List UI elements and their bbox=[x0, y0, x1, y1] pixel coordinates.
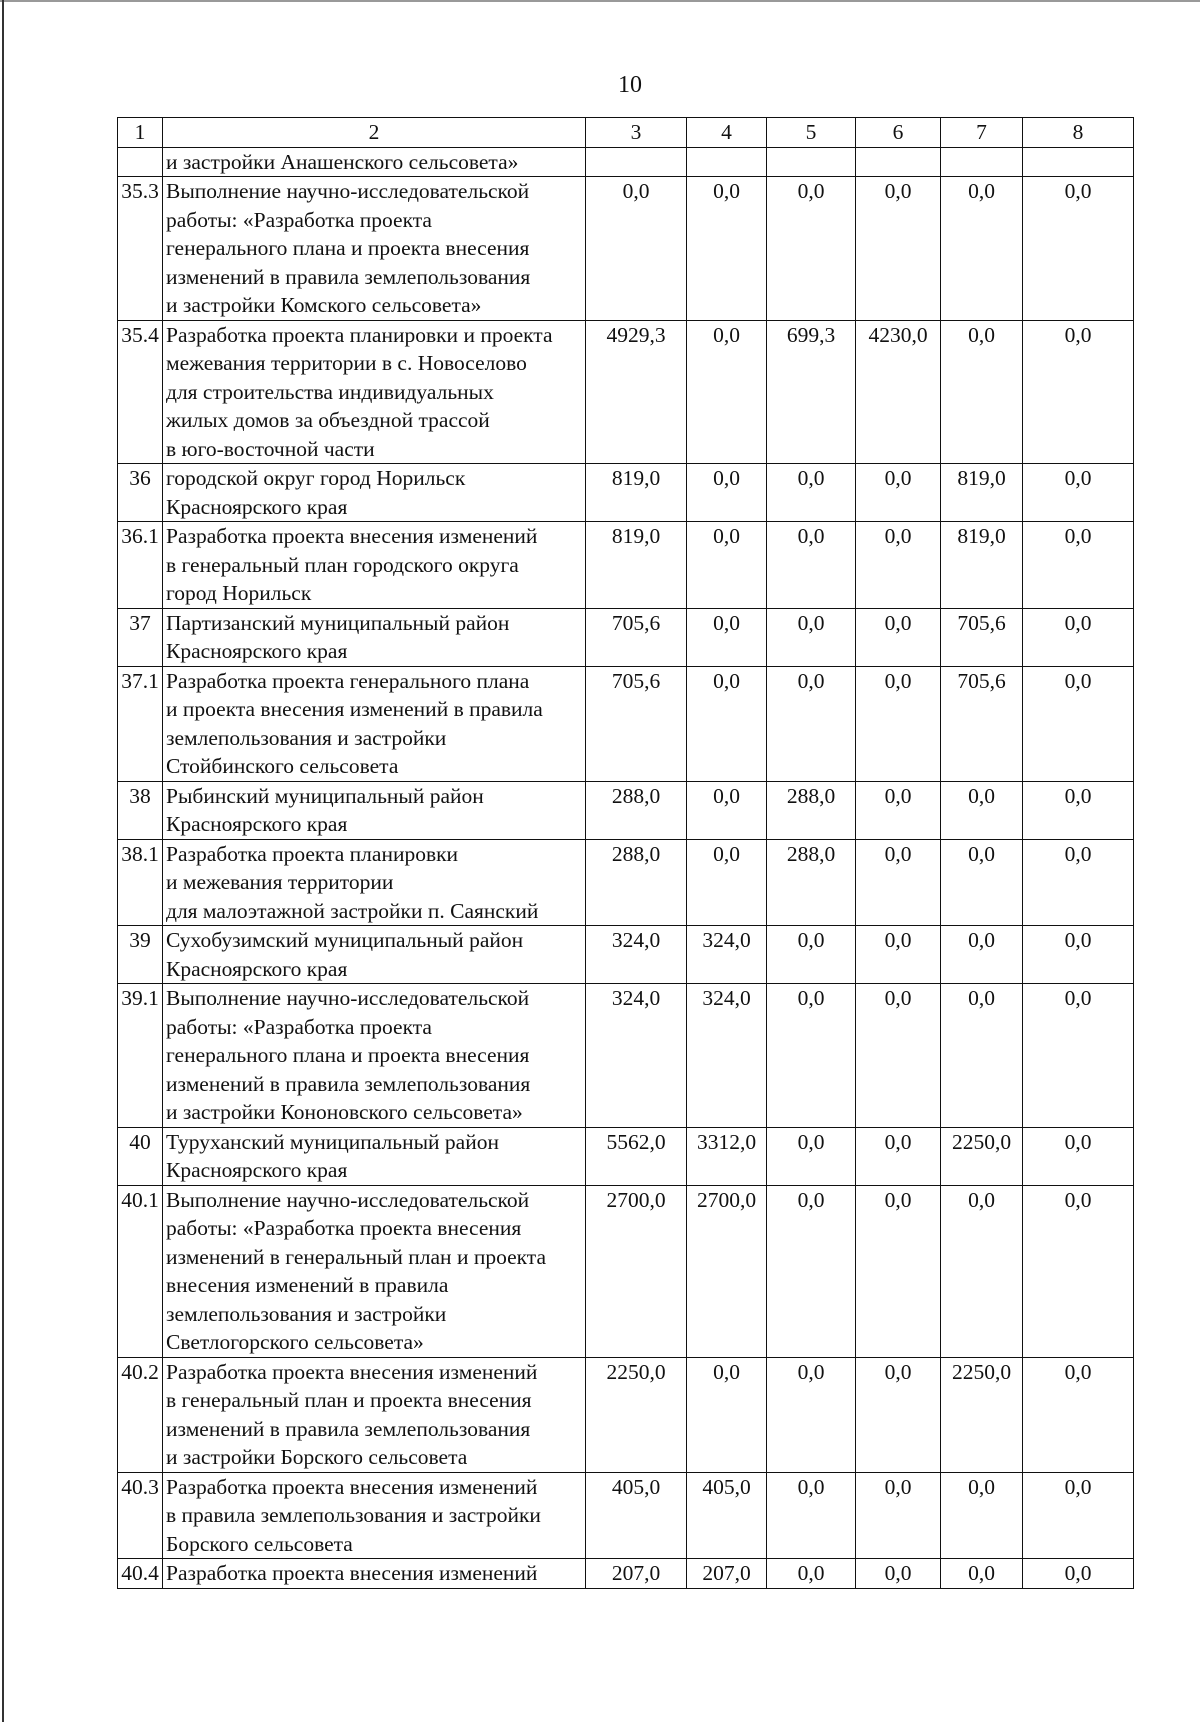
page-number: 10 bbox=[618, 72, 642, 98]
column-number-row bbox=[118, 118, 1134, 148]
value-cell-col-3: 819,0 bbox=[586, 464, 687, 522]
value-cell-col-3: 288,0 bbox=[586, 781, 687, 839]
value-cell-col-6: 0,0 bbox=[856, 1127, 941, 1185]
value-cell-col-3: 2700,0 bbox=[586, 1185, 687, 1357]
value-cell-col-8: 0,0 bbox=[1023, 1559, 1134, 1589]
value-cell-col-6: 4230,0 bbox=[856, 320, 941, 464]
row-name-cell: Выполнение научно-исследовательской работы: «Разработка проекта внесения изменений в генеральный план и проекта внесения изменений в правила землепользования и застройки Светлогорского сельсовета» bbox=[163, 1185, 586, 1357]
value-cell-col-8: 0,0 bbox=[1023, 781, 1134, 839]
row-name-cell: Разработка проекта внесения изменений bbox=[163, 1559, 586, 1589]
column-header: 1 bbox=[118, 118, 163, 148]
budget-table bbox=[117, 117, 1134, 1589]
table-row bbox=[118, 839, 1134, 926]
value-cell-col-5: 0,0 bbox=[767, 984, 856, 1128]
table-row bbox=[118, 926, 1134, 984]
value-cell-col-5: 699,3 bbox=[767, 320, 856, 464]
scan-top-edge bbox=[0, 0, 1200, 2]
column-header: 7 bbox=[941, 118, 1023, 148]
row-name-cell: Разработка проекта внесения изменений в генеральный план городского округа город Норильск bbox=[163, 522, 586, 609]
value-cell-col-5: 0,0 bbox=[767, 522, 856, 609]
value-cell-col-8: 0,0 bbox=[1023, 666, 1134, 781]
value-cell-col-8: 0,0 bbox=[1023, 320, 1134, 464]
value-cell-col-6: 0,0 bbox=[856, 177, 941, 321]
value-cell-col-8: 0,0 bbox=[1023, 1357, 1134, 1472]
table-row bbox=[118, 147, 1134, 177]
value-cell-col-4: 207,0 bbox=[687, 1559, 767, 1589]
table-row bbox=[118, 320, 1134, 464]
scan-left-edge bbox=[2, 0, 4, 1722]
value-cell-col-3: 5562,0 bbox=[586, 1127, 687, 1185]
value-cell-col-6 bbox=[856, 147, 941, 177]
row-number-cell: 40.2 bbox=[118, 1357, 163, 1472]
value-cell-col-7: 0,0 bbox=[941, 1185, 1023, 1357]
value-cell-col-7 bbox=[941, 147, 1023, 177]
row-name-cell: Разработка проекта планировки и проекта межевания территории в с. Новоселово для строительства индивидуальных жилых домов за объездной трассой в юго-восточной части bbox=[163, 320, 586, 464]
value-cell-col-7: 0,0 bbox=[941, 1472, 1023, 1559]
value-cell-col-4: 3312,0 bbox=[687, 1127, 767, 1185]
value-cell-col-3: 705,6 bbox=[586, 666, 687, 781]
value-cell-col-7: 0,0 bbox=[941, 781, 1023, 839]
row-name-cell: Разработка проекта внесения изменений в генеральный план и проекта внесения изменений в правила землепользования и застройки Борского сельсовета bbox=[163, 1357, 586, 1472]
value-cell-col-3: 405,0 bbox=[586, 1472, 687, 1559]
value-cell-col-5: 0,0 bbox=[767, 177, 856, 321]
value-cell-col-3: 2250,0 bbox=[586, 1357, 687, 1472]
value-cell-col-8: 0,0 bbox=[1023, 1185, 1134, 1357]
value-cell-col-3 bbox=[586, 147, 687, 177]
value-cell-col-5: 0,0 bbox=[767, 1357, 856, 1472]
value-cell-col-4: 324,0 bbox=[687, 926, 767, 984]
table-body bbox=[118, 118, 1134, 1589]
value-cell-col-4: 0,0 bbox=[687, 839, 767, 926]
row-name-cell: Разработка проекта внесения изменений в правила землепользования и застройки Борского сельсовета bbox=[163, 1472, 586, 1559]
value-cell-col-4: 0,0 bbox=[687, 522, 767, 609]
value-cell-col-6: 0,0 bbox=[856, 839, 941, 926]
value-cell-col-3: 324,0 bbox=[586, 984, 687, 1128]
value-cell-col-3: 4929,3 bbox=[586, 320, 687, 464]
row-number-cell: 40 bbox=[118, 1127, 163, 1185]
value-cell-col-6: 0,0 bbox=[856, 1559, 941, 1589]
value-cell-col-7: 0,0 bbox=[941, 926, 1023, 984]
row-number-cell: 35.4 bbox=[118, 320, 163, 464]
row-name-cell: Партизанский муниципальный район Красноярского края bbox=[163, 608, 586, 666]
value-cell-col-4: 0,0 bbox=[687, 320, 767, 464]
row-number-cell: 36 bbox=[118, 464, 163, 522]
row-name-cell: и застройки Анашенского сельсовета» bbox=[163, 147, 586, 177]
value-cell-col-7: 819,0 bbox=[941, 464, 1023, 522]
column-header: 6 bbox=[856, 118, 941, 148]
value-cell-col-6: 0,0 bbox=[856, 1185, 941, 1357]
table-row bbox=[118, 1559, 1134, 1589]
value-cell-col-7: 705,6 bbox=[941, 608, 1023, 666]
value-cell-col-6: 0,0 bbox=[856, 522, 941, 609]
value-cell-col-6: 0,0 bbox=[856, 1357, 941, 1472]
value-cell-col-8: 0,0 bbox=[1023, 839, 1134, 926]
value-cell-col-3: 207,0 bbox=[586, 1559, 687, 1589]
row-number-cell: 38 bbox=[118, 781, 163, 839]
value-cell-col-8: 0,0 bbox=[1023, 522, 1134, 609]
row-number-cell: 37.1 bbox=[118, 666, 163, 781]
value-cell-col-4: 0,0 bbox=[687, 1357, 767, 1472]
row-name-cell: Разработка проекта планировки и межевания территории для малоэтажной застройки п. Саянский bbox=[163, 839, 586, 926]
value-cell-col-7: 0,0 bbox=[941, 320, 1023, 464]
value-cell-col-4: 324,0 bbox=[687, 984, 767, 1128]
table-row bbox=[118, 984, 1134, 1128]
value-cell-col-8: 0,0 bbox=[1023, 984, 1134, 1128]
table-row bbox=[118, 177, 1134, 321]
value-cell-col-7: 819,0 bbox=[941, 522, 1023, 609]
value-cell-col-5: 0,0 bbox=[767, 464, 856, 522]
value-cell-col-5: 0,0 bbox=[767, 1127, 856, 1185]
row-number-cell: 35.3 bbox=[118, 177, 163, 321]
value-cell-col-4: 0,0 bbox=[687, 781, 767, 839]
value-cell-col-8: 0,0 bbox=[1023, 464, 1134, 522]
value-cell-col-8: 0,0 bbox=[1023, 177, 1134, 321]
column-header: 2 bbox=[163, 118, 586, 148]
value-cell-col-5: 288,0 bbox=[767, 781, 856, 839]
value-cell-col-8: 0,0 bbox=[1023, 1127, 1134, 1185]
value-cell-col-4: 0,0 bbox=[687, 177, 767, 321]
value-cell-col-8: 0,0 bbox=[1023, 1472, 1134, 1559]
value-cell-col-5: 0,0 bbox=[767, 608, 856, 666]
value-cell-col-4: 2700,0 bbox=[687, 1185, 767, 1357]
table-row bbox=[118, 1357, 1134, 1472]
row-number-cell: 38.1 bbox=[118, 839, 163, 926]
table-row bbox=[118, 464, 1134, 522]
column-header: 4 bbox=[687, 118, 767, 148]
value-cell-col-5: 0,0 bbox=[767, 1559, 856, 1589]
value-cell-col-8: 0,0 bbox=[1023, 608, 1134, 666]
row-name-cell: Выполнение научно-исследовательской работы: «Разработка проекта генерального плана и проекта внесения изменений в правила землепользования и застройки Комского сельсовета» bbox=[163, 177, 586, 321]
row-name-cell: Туруханский муниципальный район Красноярского края bbox=[163, 1127, 586, 1185]
value-cell-col-6: 0,0 bbox=[856, 1472, 941, 1559]
table-row bbox=[118, 1472, 1134, 1559]
value-cell-col-6: 0,0 bbox=[856, 926, 941, 984]
table-row bbox=[118, 608, 1134, 666]
value-cell-col-4 bbox=[687, 147, 767, 177]
value-cell-col-4: 0,0 bbox=[687, 666, 767, 781]
value-cell-col-7: 0,0 bbox=[941, 984, 1023, 1128]
value-cell-col-7: 0,0 bbox=[941, 177, 1023, 321]
row-number-cell: 40.1 bbox=[118, 1185, 163, 1357]
value-cell-col-6: 0,0 bbox=[856, 781, 941, 839]
row-number-cell: 39.1 bbox=[118, 984, 163, 1128]
value-cell-col-7: 705,6 bbox=[941, 666, 1023, 781]
table-row bbox=[118, 522, 1134, 609]
row-name-cell: Рыбинский муниципальный район Красноярского края bbox=[163, 781, 586, 839]
value-cell-col-8 bbox=[1023, 147, 1134, 177]
value-cell-col-6: 0,0 bbox=[856, 608, 941, 666]
value-cell-col-7: 2250,0 bbox=[941, 1357, 1023, 1472]
value-cell-col-5: 0,0 bbox=[767, 1472, 856, 1559]
value-cell-col-3: 819,0 bbox=[586, 522, 687, 609]
row-name-cell: Сухобузимский муниципальный район Красноярского края bbox=[163, 926, 586, 984]
value-cell-col-5: 288,0 bbox=[767, 839, 856, 926]
value-cell-col-6: 0,0 bbox=[856, 984, 941, 1128]
value-cell-col-5: 0,0 bbox=[767, 666, 856, 781]
column-header: 3 bbox=[586, 118, 687, 148]
row-number-cell bbox=[118, 147, 163, 177]
row-name-cell: городской округ город Норильск Красноярского края bbox=[163, 464, 586, 522]
row-number-cell: 36.1 bbox=[118, 522, 163, 609]
value-cell-col-3: 288,0 bbox=[586, 839, 687, 926]
value-cell-col-4: 0,0 bbox=[687, 608, 767, 666]
table-row bbox=[118, 1185, 1134, 1357]
table-row bbox=[118, 666, 1134, 781]
value-cell-col-5: 0,0 bbox=[767, 1185, 856, 1357]
row-number-cell: 39 bbox=[118, 926, 163, 984]
value-cell-col-7: 0,0 bbox=[941, 839, 1023, 926]
value-cell-col-6: 0,0 bbox=[856, 464, 941, 522]
value-cell-col-7: 0,0 bbox=[941, 1559, 1023, 1589]
table-row bbox=[118, 1127, 1134, 1185]
value-cell-col-5 bbox=[767, 147, 856, 177]
column-header: 8 bbox=[1023, 118, 1134, 148]
column-header: 5 bbox=[767, 118, 856, 148]
value-cell-col-3: 705,6 bbox=[586, 608, 687, 666]
value-cell-col-3: 324,0 bbox=[586, 926, 687, 984]
value-cell-col-8: 0,0 bbox=[1023, 926, 1134, 984]
value-cell-col-4: 405,0 bbox=[687, 1472, 767, 1559]
value-cell-col-3: 0,0 bbox=[586, 177, 687, 321]
row-name-cell: Выполнение научно-исследовательской работы: «Разработка проекта генерального плана и проекта внесения изменений в правила землепользования и застройки Кононовского сельсовета» bbox=[163, 984, 586, 1128]
table-row bbox=[118, 781, 1134, 839]
row-number-cell: 40.4 bbox=[118, 1559, 163, 1589]
value-cell-col-4: 0,0 bbox=[687, 464, 767, 522]
value-cell-col-7: 2250,0 bbox=[941, 1127, 1023, 1185]
row-name-cell: Разработка проекта генерального плана и проекта внесения изменений в правила землепользования и застройки Стойбинского сельсовета bbox=[163, 666, 586, 781]
row-number-cell: 40.3 bbox=[118, 1472, 163, 1559]
value-cell-col-6: 0,0 bbox=[856, 666, 941, 781]
value-cell-col-5: 0,0 bbox=[767, 926, 856, 984]
row-number-cell: 37 bbox=[118, 608, 163, 666]
